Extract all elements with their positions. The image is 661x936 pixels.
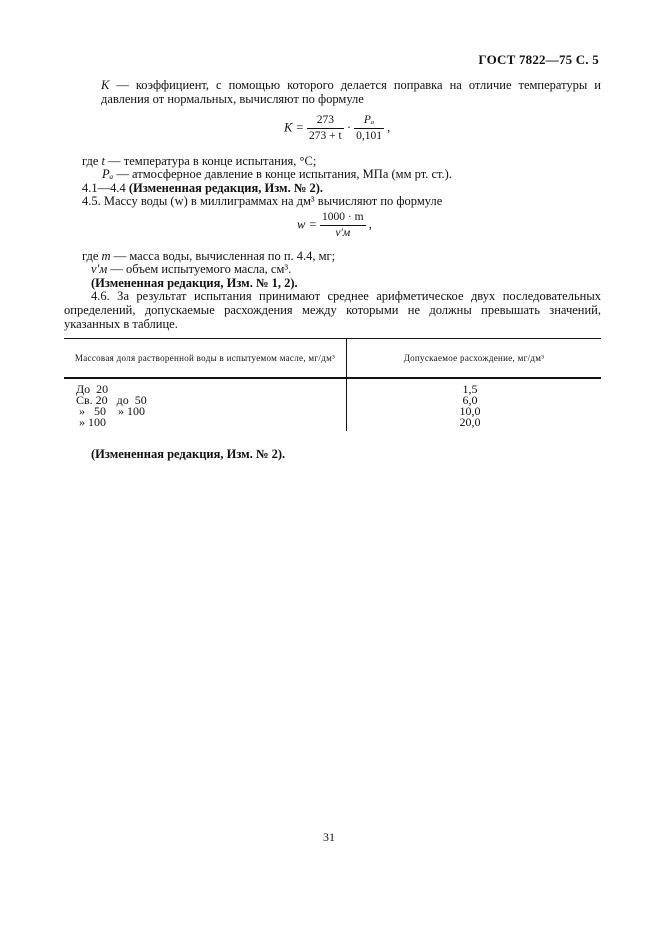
clause-4-5: 4.5. Массу воды (w) в миллиграммах на дм³ вычисляют по формуле — [82, 194, 443, 208]
where-v-text: — объем испытуемого масла, см³. — [110, 262, 292, 276]
formula-w-denominator: v′м — [335, 227, 351, 239]
table-header-row — [64, 339, 601, 379]
formula-k-lhs: K = — [284, 120, 304, 135]
table-col2-cells — [347, 378, 602, 431]
clause-4-1-4-4-number: 4.1—4.4 — [82, 181, 126, 195]
formula-w — [297, 211, 372, 240]
where-t-text: — температура в конце испытания, °С; — [108, 154, 317, 168]
k-definition-text: — коэффициент, с помощью которого делается поправка на отличие температуры и давления от нормальных, вычисляют по формуле — [101, 78, 601, 106]
table-cell: До 20 — [76, 382, 109, 396]
table-cell: 20,0 — [459, 415, 481, 429]
formula-k-fraction-1 — [307, 114, 344, 143]
formula-k-fraction-1-numerator: 273 — [307, 114, 344, 129]
table-col1-cells — [64, 378, 347, 431]
clause-4-1-4-4 — [82, 181, 323, 195]
table-cell: » 100 — [76, 415, 106, 429]
formula-k-fraction-1-denominator: 273 + t — [309, 130, 342, 142]
table-cell: 1,5 — [462, 382, 478, 396]
table-cell: Св. 20 до 50 — [76, 393, 147, 407]
table-col2-header: Допускаемое расхождение, мг/дм³ — [347, 339, 602, 379]
formula-w-lhs: w = — [297, 217, 317, 232]
tolerance-table — [64, 338, 601, 431]
page-number: 31 — [323, 830, 335, 844]
where-v-line — [91, 262, 291, 276]
formula-w-fraction — [320, 211, 366, 240]
table-cell: » 50 » 100 — [76, 404, 145, 418]
formula-w-numerator: 1000 · m — [320, 211, 366, 226]
k-definition — [101, 78, 601, 106]
table-col1-header: Массовая доля растворенной воды в испытуемом масле, мг/дм³ — [64, 339, 347, 379]
where-v-symbol: v′м — [91, 262, 108, 276]
formula-k-fraction-2-denominator: 0,101 — [356, 130, 383, 142]
page-header: ГОСТ 7822—75 С. 5 — [478, 52, 599, 67]
table-cell: 10,0 — [459, 404, 481, 418]
where-m-text: — масса воды, вычисленная по п. 4.4, мг; — [113, 249, 336, 263]
where-pa-symbol: Pₐ — [102, 167, 114, 181]
amendment-1-2: (Измененная редакция, Изм. № 1, 2). — [91, 276, 298, 290]
where-m-prefix: где — [82, 249, 99, 263]
clause-4-1-4-4-amendment: (Измененная редакция, Изм. № 2). — [128, 181, 324, 195]
formula-k-tail: , — [387, 120, 391, 135]
where-t-line — [82, 154, 316, 168]
amendment-2: (Измененная редакция, Изм. № 2). — [91, 447, 286, 461]
where-m-line — [82, 249, 335, 263]
formula-k-dot: · — [346, 120, 352, 135]
formula-k-fraction-2 — [354, 114, 384, 143]
where-t-prefix: где — [82, 154, 99, 168]
where-pa-line — [102, 167, 452, 181]
formula-k — [284, 114, 390, 143]
formula-w-tail: , — [368, 217, 372, 232]
where-pa-text: — атмосферное давление в конце испытания, МПа (мм рт. ст.). — [116, 167, 452, 181]
clause-4-6: 4.6. За результат испытания принимают среднее арифметическое двух последовательных определений, допускаемые расхождения между которыми не должны превышать значений, указанных в таблице. — [64, 289, 601, 331]
formula-k-fraction-2-numerator: Pₐ — [354, 114, 384, 129]
k-symbol: K — [101, 78, 110, 92]
where-t-symbol: t — [101, 154, 106, 168]
where-m-symbol: m — [101, 249, 111, 263]
table-cell: 6,0 — [462, 393, 478, 407]
table-row — [64, 378, 601, 431]
